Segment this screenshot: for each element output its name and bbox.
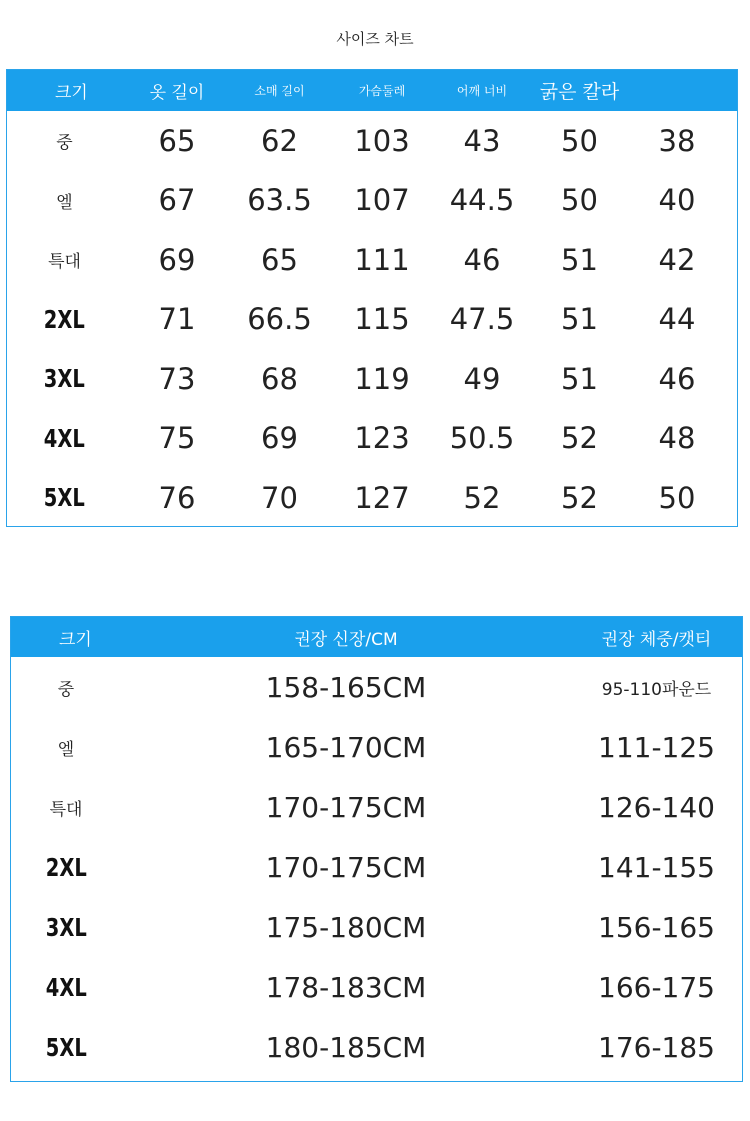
cell-value: 76 [158,480,196,515]
table-cell [327,421,437,455]
cell-value: 52 [463,480,501,515]
table-header [7,70,737,111]
table-cell [122,243,232,277]
table-row [11,837,742,897]
cell-value: 44 [658,302,696,337]
cell-value: 170-175CM [265,790,427,824]
table-cell [121,791,571,824]
cell-value: 42 [658,242,696,277]
size-label [11,913,121,942]
table-row [11,1017,742,1077]
table-cell [632,243,722,277]
table-cell [232,124,327,158]
table-row [7,171,737,231]
header-size: 크기 [59,629,92,650]
size-label-text: 4XL [43,423,86,453]
cell-value: 52 [561,480,598,515]
size-label [7,305,122,334]
table-cell [232,481,327,515]
size-measurement-table [6,69,738,527]
cell-value: 51 [561,302,598,337]
table-cell [632,481,722,515]
cell-value: 126-140 [598,790,715,824]
size-label-text: 2XL [45,852,87,882]
header-weight: 권장 체중/캣티 [601,629,712,650]
table-row [7,468,737,528]
cell-value: 119 [354,361,410,396]
cell-value: 44.5 [449,183,515,218]
table-cell [437,302,527,336]
size-label [11,853,121,882]
cell-value: 50 [658,480,696,515]
cell-value: 166-175 [598,970,715,1004]
table-cell [571,675,742,700]
table-cell [632,421,722,455]
table-cell [232,362,327,396]
cell-value: 63.5 [247,183,312,218]
size-label [11,735,121,760]
table-cell [327,302,437,336]
table-cell [632,183,722,217]
table-cell [232,421,327,455]
table-cell [122,481,232,515]
table-cell [632,362,722,396]
table-body [11,657,742,1077]
table-row [7,230,737,290]
table-cell [437,243,527,277]
size-label [7,424,122,453]
table-cell [437,421,527,455]
table-row [11,957,742,1017]
size-label [7,364,122,393]
table-cell [527,362,632,396]
table-cell [571,851,742,884]
cell-value: 107 [354,183,410,218]
table-row [7,111,737,171]
cell-value: 95-110파운드 [601,679,712,700]
table-row [11,717,742,777]
table-cell [527,124,632,158]
cell-value: 50.5 [449,421,515,456]
table-cell [437,362,527,396]
table-cell [571,971,742,1004]
cell-value: 43 [463,123,501,158]
table-row [7,349,737,409]
table-cell [122,302,232,336]
table-cell [571,911,742,944]
header-height: 권장 신장/CM [294,629,398,650]
header-size: 크기 [55,83,88,103]
header-length: 옷 길이 [149,83,205,103]
table-cell [121,911,571,944]
size-label [11,795,121,820]
cell-value: 51 [561,361,598,396]
size-label [11,675,121,700]
table-cell [527,481,632,515]
table-cell [632,302,722,336]
size-label-text: 중 [56,133,73,154]
table-cell [232,243,327,277]
cell-value: 67 [158,183,196,218]
cell-value: 115 [354,302,410,337]
table-row [11,777,742,837]
size-label-text: 2XL [43,304,86,334]
size-label-text: 3XL [45,912,87,942]
cell-value: 141-155 [598,850,715,884]
table-row [11,897,742,957]
table-cell [327,362,437,396]
table-cell [632,124,722,158]
size-label-text: 특대 [49,799,83,820]
size-label-text: 특대 [48,252,81,273]
cell-value: 49 [463,361,501,396]
table-cell [571,791,742,824]
cell-value: 178-183CM [265,970,427,1004]
table-cell [527,421,632,455]
table-cell [122,362,232,396]
cell-value: 156-165 [598,910,715,944]
table-cell [122,124,232,158]
table-cell [527,183,632,217]
cell-value: 180-185CM [265,1030,427,1064]
cell-value: 62 [261,123,298,158]
size-label-text: 5XL [43,483,86,513]
size-label-text: 3XL [43,364,86,394]
table-cell [121,851,571,884]
size-label [11,973,121,1002]
cell-value: 48 [658,421,696,456]
cell-value: 123 [354,421,410,456]
table-cell [571,1031,742,1064]
cell-value: 40 [658,183,696,218]
header-collar: 굵은 칼라 [539,81,620,103]
cell-value: 51 [561,242,598,277]
size-label [7,483,122,512]
table-cell [121,731,571,764]
table-row [7,409,737,469]
cell-value: 69 [158,242,196,277]
cell-value: 50 [561,123,598,158]
size-label [7,247,122,272]
size-label-text: 중 [57,679,75,700]
table-body [7,111,737,528]
cell-value: 103 [354,123,410,158]
table-row [7,290,737,350]
cell-value: 65 [261,242,298,277]
size-recommendation-table [10,616,743,1082]
cell-value: 69 [261,421,298,456]
cell-value: 111 [354,242,410,277]
table-cell [121,671,571,704]
table-cell [122,183,232,217]
cell-value: 175-180CM [265,910,427,944]
size-label [7,128,122,153]
size-label-text: 5XL [45,1032,87,1062]
cell-value: 66.5 [247,302,312,337]
cell-value: 70 [261,480,298,515]
cell-value: 46 [463,242,501,277]
table-cell [437,183,527,217]
cell-value: 75 [158,421,196,456]
table-cell [527,302,632,336]
table-cell [571,731,742,764]
table-cell [327,481,437,515]
size-label-text: 엘 [57,739,75,760]
table-cell [232,302,327,336]
size-label [7,188,122,213]
table-header [11,617,742,657]
table-row [11,657,742,717]
cell-value: 65 [158,123,196,158]
cell-value: 71 [158,302,196,337]
table-cell [527,243,632,277]
table-cell [437,124,527,158]
table-cell [327,183,437,217]
header-chest: 가슴둘레 [358,84,406,98]
cell-value: 46 [658,361,696,396]
cell-value: 47.5 [449,302,515,337]
table-cell [122,421,232,455]
size-label-text: 엘 [56,192,73,213]
table-cell [437,481,527,515]
size-label-text: 4XL [45,972,87,1002]
cell-value: 127 [354,480,410,515]
table-cell [327,124,437,158]
cell-value: 38 [658,123,696,158]
cell-value: 158-165CM [265,670,427,704]
cell-value: 50 [561,183,598,218]
cell-value: 52 [561,421,598,456]
table-cell [327,243,437,277]
header-sleeve: 소매 길이 [254,84,305,98]
cell-value: 68 [261,361,298,396]
cell-value: 176-185 [598,1030,715,1064]
cell-value: 73 [158,361,196,396]
cell-value: 165-170CM [265,730,427,764]
page-title: 사이즈 차트 [336,30,414,48]
table-cell [232,183,327,217]
table-cell [121,971,571,1004]
table-cell [121,1031,571,1064]
size-label [11,1033,121,1062]
cell-value: 170-175CM [265,850,427,884]
header-shoulder: 어깨 너비 [456,84,508,98]
cell-value: 111-125 [598,730,715,764]
